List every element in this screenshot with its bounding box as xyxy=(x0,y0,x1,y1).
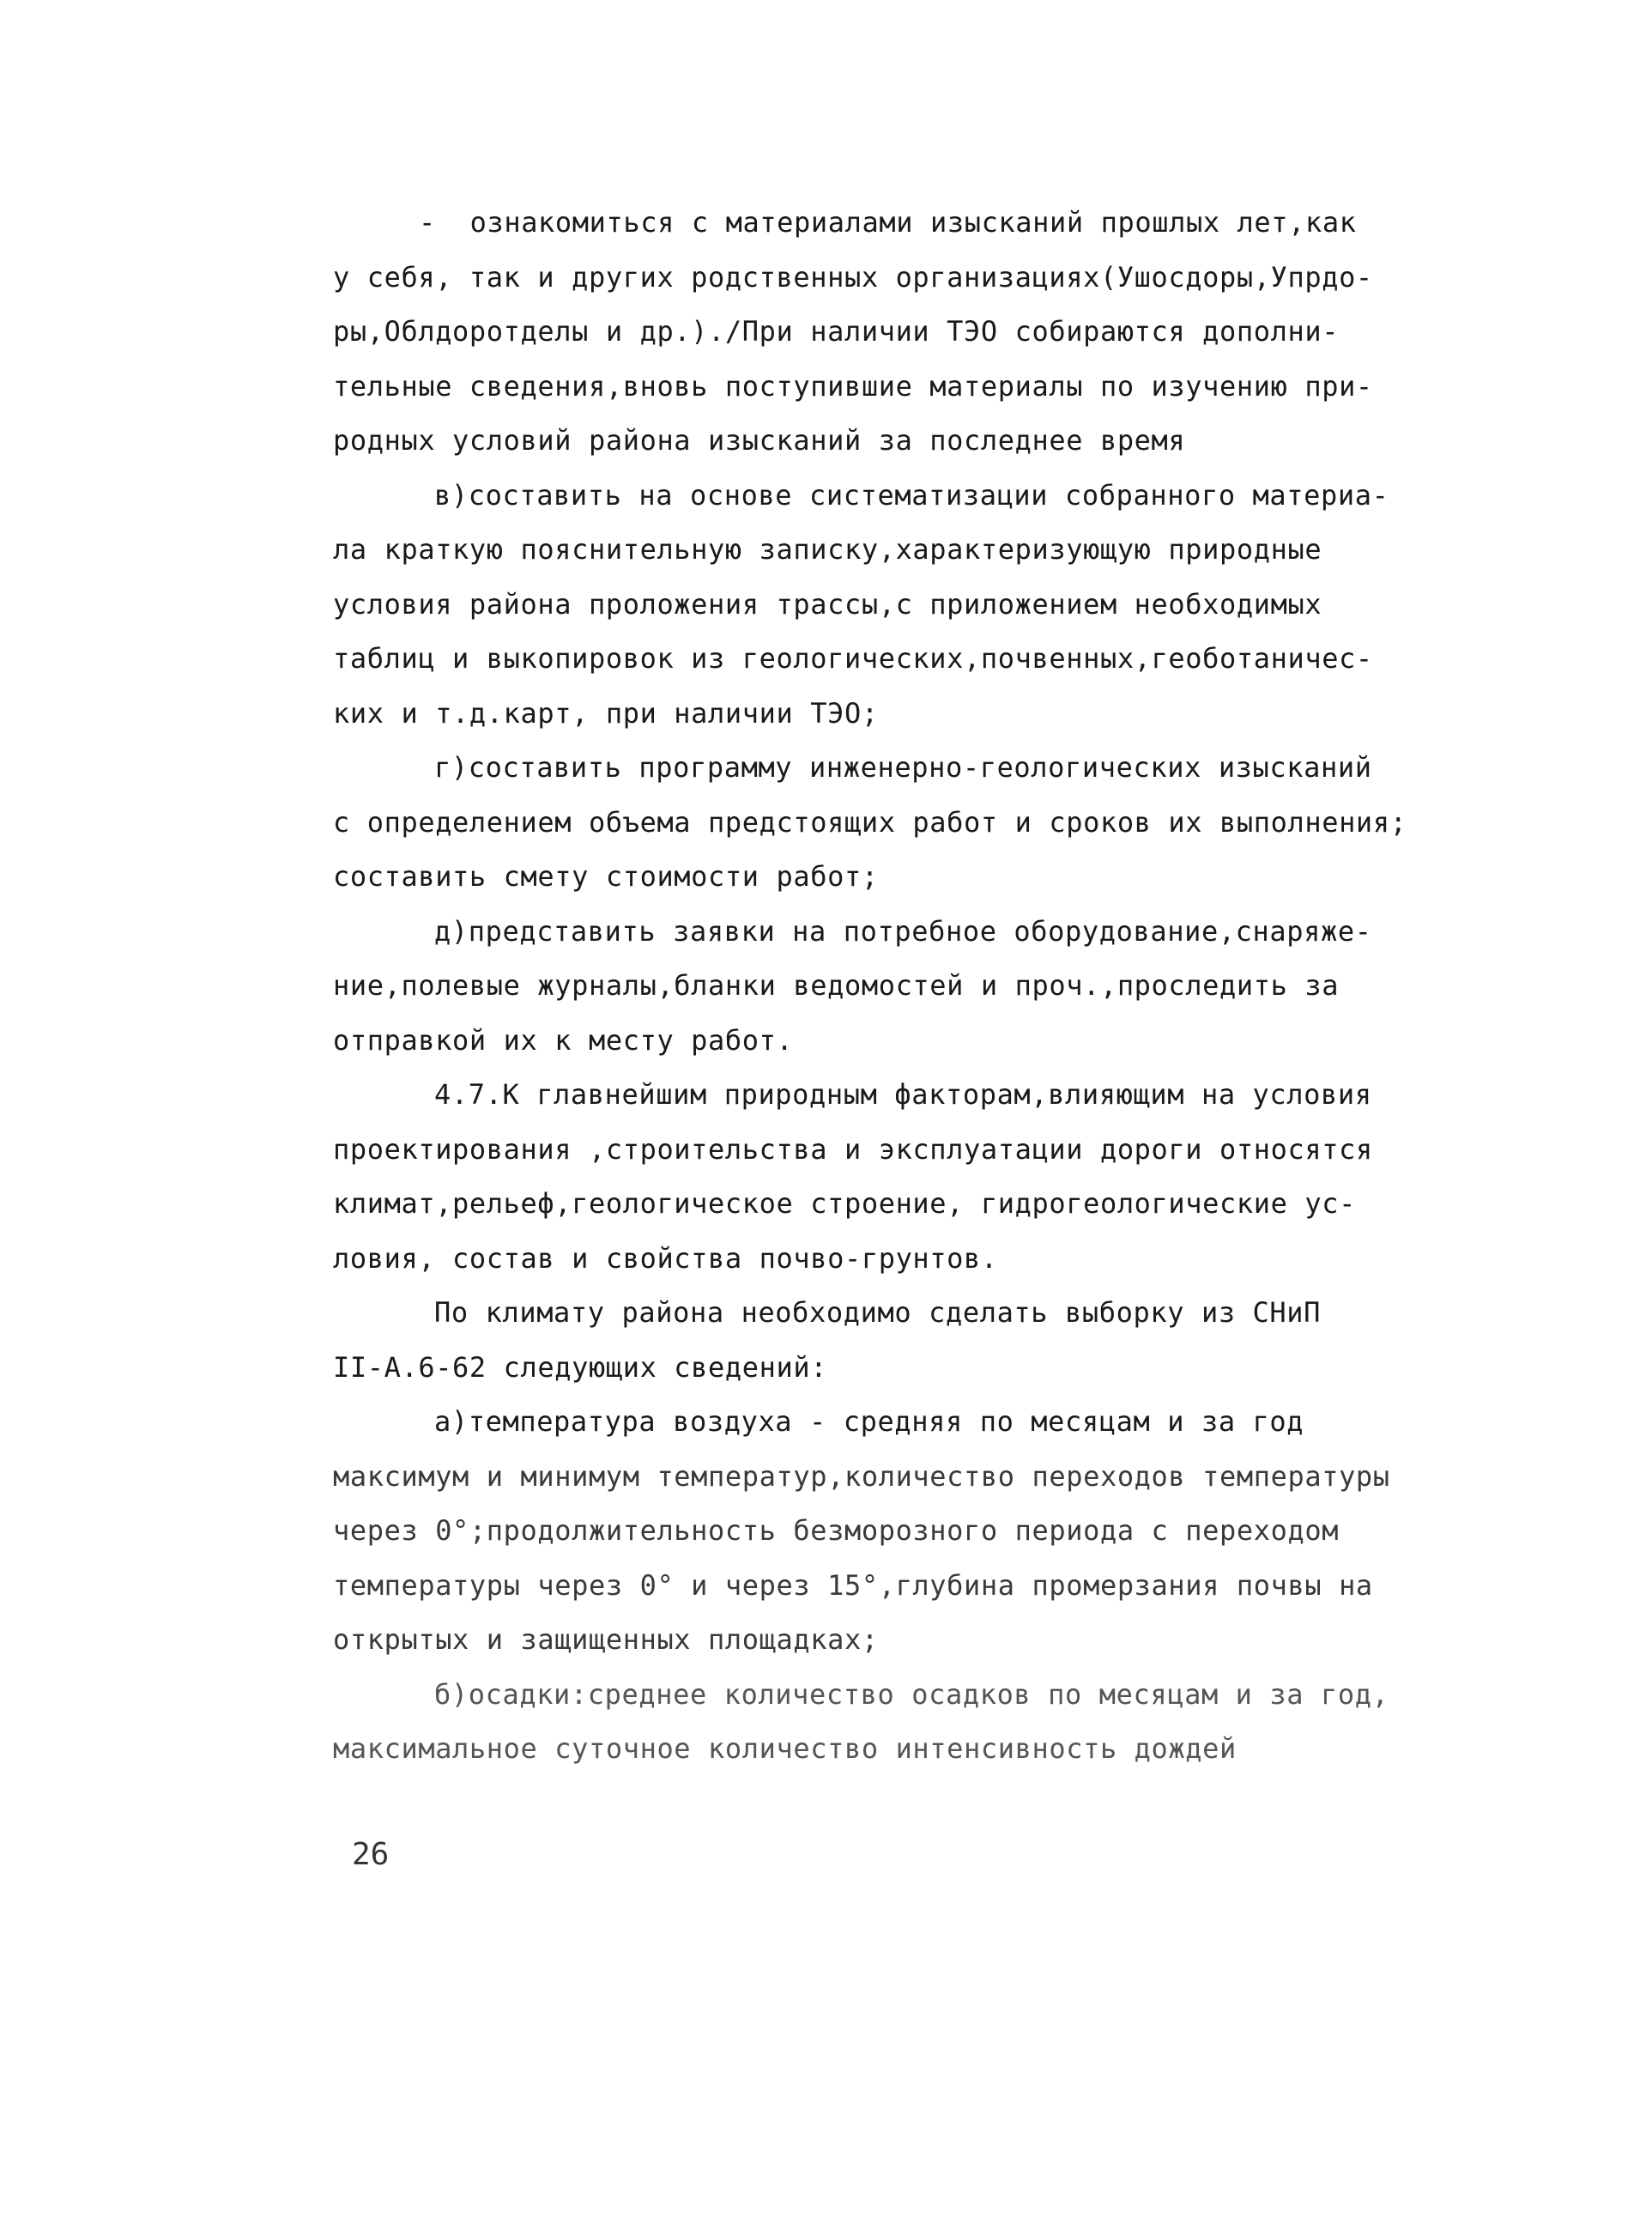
page-number: 26 xyxy=(352,1837,390,1872)
text-line: ла краткую пояснительную записку,характеризующую природные xyxy=(333,533,1322,566)
text-line: отправкой их к месту работ. xyxy=(333,1023,794,1057)
text-line: - ознакомиться с материалами изысканий прошлых лет,как xyxy=(419,206,1357,239)
text-line: в)составить на основе систематизации собранного материа- xyxy=(434,478,1389,512)
text-line: По климату района необходимо сделать выборку из СНиП xyxy=(434,1296,1322,1329)
body-text xyxy=(333,196,1407,1777)
text-line: условия района проложения трассы,с приложением необходимых xyxy=(333,587,1322,621)
text-line: ры,Облдоротделы и др.)./При наличии ТЭО собираются дополни- xyxy=(333,315,1340,348)
text-line: ние,полевые журналы,бланки ведомостей и проч.,проследить за xyxy=(333,969,1340,1002)
text-line: максимальное суточное количество интенсивность дождей xyxy=(333,1732,1237,1765)
text-line: у себя, так и других родственных организациях(Ушосдоры,Упрдо- xyxy=(333,260,1373,294)
text-line: через 0°;продолжительность безморозного периода с переходом xyxy=(333,1514,1340,1547)
text-line: ловия, состав и свойства почво-грунтов. xyxy=(333,1241,998,1275)
text-line: тельные сведения,вновь поступившие материалы по изучению при- xyxy=(333,369,1373,403)
text-line: проектирования ,строительства и эксплуатации дороги относятся xyxy=(333,1132,1373,1166)
text-line: ких и т.д.карт, при наличии ТЭО; xyxy=(333,696,879,730)
text-line: б)осадки:среднее количество осадков по месяцам и за год, xyxy=(434,1677,1389,1711)
text-line: открытых и защищенных площадках; xyxy=(333,1623,879,1656)
text-line: температуры через 0° и через 15°,глубина промерзания почвы на xyxy=(333,1568,1373,1602)
text-line: 4.7.К главнейшим природным факторам,влияющим на условия xyxy=(434,1078,1372,1111)
text-line: а)температура воздуха - средняя по месяцам и за год xyxy=(434,1405,1304,1438)
text-line: родных условий района изысканий за последнее время xyxy=(333,424,1186,457)
text-line: таблиц и выкопировок из геологических,почвенных,геоботаничес- xyxy=(333,642,1373,675)
text-line: составить смету стоимости работ; xyxy=(333,860,879,893)
text-line: г)составить программу инженерно-геологических изысканий xyxy=(434,751,1372,784)
text-line: II-А.6-62 следующих сведений: xyxy=(333,1350,828,1384)
text-line: максимум и минимум температур,количество переходов температуры xyxy=(333,1459,1390,1493)
text-line: климат,рельеф,геологическое строение, гидрогеологические ус- xyxy=(333,1187,1356,1220)
text-line: с определением объема предстоящих работ и сроков их выполнения; xyxy=(333,805,1407,839)
text-line: д)представить заявки на потребное оборудование,снаряже- xyxy=(434,914,1372,948)
